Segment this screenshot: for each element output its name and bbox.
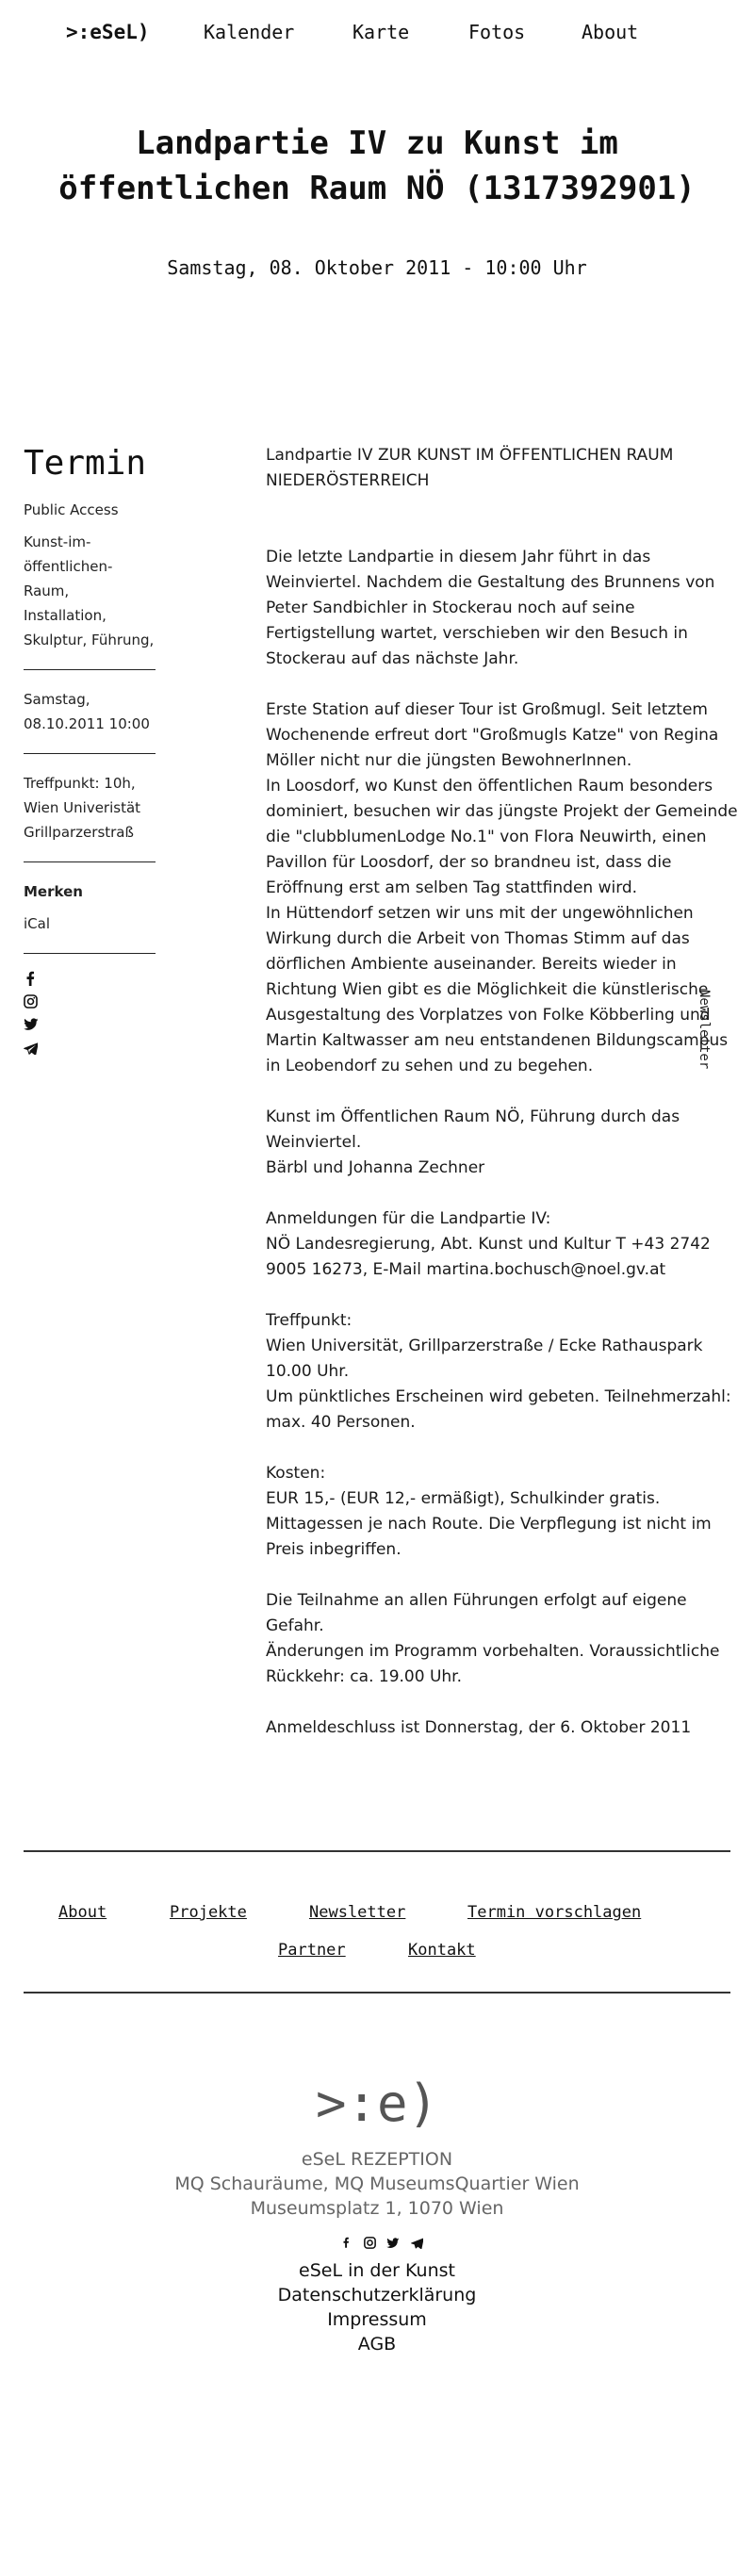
tag-line[interactable]: Kunst-im- — [24, 533, 91, 550]
date-line: Samstag, — [24, 691, 90, 708]
nav-kalender[interactable]: Kalender — [204, 21, 295, 43]
facebook-icon[interactable] — [336, 2236, 355, 2253]
access-label: Public Access — [24, 501, 119, 518]
text-line: Mittagessen je nach Route. Die Verpflegung ist nicht im — [266, 1515, 712, 1534]
text-line: Bärbl und Johanna Zechner — [266, 1158, 485, 1177]
location-line: Treffpunkt: 10h, — [24, 775, 136, 792]
text-line: EUR 15,- (EUR 12,- ermäßigt), Schulkinder gratis. — [266, 1489, 661, 1508]
footer-link-kontakt[interactable]: Kontakt — [408, 1941, 476, 1960]
blank-line — [266, 519, 728, 545]
footer-address-1: MQ Schauräume, MQ MuseumsQuartier Wien — [174, 2174, 580, 2194]
footer-link-termin-vorschlagen[interactable]: Termin vorschlagen — [467, 1903, 642, 1922]
footer-address-2: Museumsplatz 1, 1070 Wien — [250, 2198, 504, 2219]
text-line: Ausgestaltung des Vorplatzes von Folke Köbberling und — [266, 1006, 711, 1025]
tag-line[interactable]: Skulptur, Führung, — [24, 632, 155, 648]
text-line: Erste Station auf dieser Tour ist Großmugl. Seit letztem — [266, 700, 708, 719]
tag-line[interactable]: Raum, Installation, — [24, 582, 107, 624]
tag-line[interactable]: öffentlichen- — [24, 558, 113, 575]
text-line: Wien Universität, Grillparzerstraße / Ecke Rathauspark — [266, 1337, 703, 1355]
footer-link-partner[interactable]: Partner — [278, 1941, 346, 1960]
divider — [24, 753, 156, 754]
nav-karte[interactable]: Karte — [352, 21, 410, 43]
footer-link-projekte[interactable]: Projekte — [170, 1903, 247, 1922]
date-line: 08.10.2011 10:00 — [24, 715, 150, 732]
text-line: dominiert, besuchen wir das jüngste Projekt der Gemeinde — [266, 802, 738, 821]
blank-line — [266, 1181, 728, 1206]
facebook-icon[interactable] — [24, 971, 41, 988]
text-line: Um pünktliches Erscheinen wird gebeten. Teilnehmerzahl: — [266, 1387, 731, 1406]
instagram-icon[interactable] — [24, 994, 41, 1011]
footer-link-impressum[interactable]: Impressum — [327, 2309, 427, 2330]
footer-logo[interactable]: >:e) — [315, 2074, 439, 2133]
title-line-1: Landpartie IV zu Kunst im — [136, 124, 618, 162]
text-line: dörflichen Ambiente auseinander. Bereits wieder in — [266, 955, 677, 974]
text-line: Wochenende erfreut dort "Großmugls Katze" von Regina — [266, 726, 719, 745]
text-line: Pavillon für Loosdorf, der so brandneu ist, dass die — [266, 853, 672, 872]
text-line: Richtung Wien gibt es die Möglichkeit die künstlerische — [266, 980, 709, 999]
tags — [24, 530, 156, 652]
text-line: Gefahr. — [266, 1616, 324, 1635]
text-line: Änderungen im Programm vorbehalten. Voraussichtliche — [266, 1642, 720, 1661]
footer-link-newsletter[interactable]: Newsletter — [309, 1903, 406, 1922]
blank-line — [266, 1283, 728, 1308]
text-line: Peter Sandbichler in Stockerau noch auf seine — [266, 599, 635, 617]
text-line: 10.00 Uhr. — [266, 1362, 350, 1381]
text-line: Anmeldeschluss ist Donnerstag, der 6. Oktober 2011 — [266, 1718, 692, 1737]
footer-divider-top — [24, 1850, 730, 1852]
text-line: Die Teilnahme an allen Führungen erfolgt auf eigene — [266, 1591, 687, 1610]
text-line: max. 40 Personen. — [266, 1413, 416, 1432]
text-line: in Leobendorf zu sehen und zu begehen. — [266, 1057, 594, 1075]
twitter-icon[interactable] — [24, 1018, 41, 1035]
sidebar-heading: Termin — [24, 444, 147, 483]
text-line: NÖ Landesregierung, Abt. Kunst und Kultur T +43 2742 — [266, 1235, 711, 1254]
divider — [24, 861, 156, 862]
text-line: Weinviertel. — [266, 1133, 362, 1152]
text-line: Treffpunkt: — [266, 1311, 352, 1330]
text-line: Anmeldungen für die Landpartie IV: — [266, 1209, 551, 1228]
blank-line — [266, 1563, 728, 1588]
merken-label: Merken — [24, 883, 83, 900]
text-line: 9005 16273, E-Mail martina.bochusch@noel.gv.at — [266, 1260, 666, 1279]
footer-org-name: eSeL REZEPTION — [301, 2149, 453, 2170]
divider — [24, 953, 156, 954]
text-line: In Hüttendorf setzen wir uns mit der ungewöhnlichen — [266, 904, 694, 923]
text-line: Möller nicht nur die jüngsten BewohnerInnen. — [266, 751, 632, 770]
text-line: Landpartie IV ZUR KUNST IM ÖFFENTLICHEN RAUM — [266, 446, 674, 465]
newsletter-tab[interactable]: Newsletter — [697, 990, 712, 1070]
ical-link[interactable]: iCal — [24, 915, 51, 932]
footer-link-esel-in-der-kunst[interactable]: eSeL in der Kunst — [299, 2260, 455, 2281]
text-line: die "clubblumenLodge No.1" von Flora Neuwirth, einen — [266, 828, 707, 846]
nav-fotos[interactable]: Fotos — [468, 21, 526, 43]
twitter-icon[interactable] — [384, 2238, 402, 2253]
text-line: In Loosdorf, wo Kunst den öffentlichen Raum besonders — [266, 777, 713, 796]
event-sidebar — [24, 443, 156, 1065]
nav-about[interactable]: About — [582, 21, 639, 43]
blank-line — [266, 1436, 728, 1461]
blank-line — [266, 1690, 728, 1715]
event-datetime: Samstag, 08. Oktober 2011 - 10:00 Uhr — [167, 256, 587, 279]
location-line: Wien Univeristät — [24, 799, 141, 816]
blank-line — [266, 494, 728, 519]
event-description — [266, 443, 738, 1741]
text-line: Eröffnung erst am selben Tag stattfinden wird. — [266, 878, 638, 897]
text-line: Rückkehr: ca. 19.00 Uhr. — [266, 1667, 463, 1686]
footer-link-about[interactable]: About — [58, 1903, 107, 1922]
blank-line — [266, 672, 728, 697]
footer-link-datenschutz[interactable]: Datenschutzerklärung — [277, 2285, 477, 2305]
site-logo[interactable]: >:eSeL) — [66, 21, 150, 43]
text-line: NIEDERÖSTERREICH — [266, 471, 430, 490]
text-line: Die letzte Landpartie in diesem Jahr führt in das — [266, 548, 651, 566]
text-line: Wirkung durch die Arbeit von Thomas Stimm auf das — [266, 929, 690, 948]
footer-link-agb[interactable]: AGB — [357, 2334, 397, 2354]
page-title — [38, 121, 716, 211]
text-line: Preis inbegriffen. — [266, 1540, 402, 1559]
divider — [24, 669, 156, 670]
blank-line — [266, 1079, 728, 1105]
telegram-icon[interactable] — [24, 1042, 41, 1058]
instagram-icon[interactable] — [360, 2237, 379, 2253]
footer-divider-bottom — [24, 1992, 730, 1994]
footer-social-icons — [336, 2235, 431, 2252]
text-line: Martin Kaltwasser am neu entstandenen Bildungscampus — [266, 1031, 729, 1050]
location-line: Grillparzerstraß — [24, 824, 134, 841]
event-location — [24, 771, 156, 845]
text-line: Kosten: — [266, 1464, 326, 1483]
top-navigation — [0, 0, 754, 68]
text-line: Kunst im Öffentlichen Raum NÖ, Führung durch das — [266, 1108, 680, 1126]
title-line-2: öffentlichen Raum NÖ (1317392901) — [58, 170, 696, 207]
telegram-icon[interactable] — [407, 2238, 426, 2253]
text-line: Stockerau auf das nächste Jahr. — [266, 649, 519, 668]
event-date — [24, 687, 156, 736]
text-line: Weinviertel. Nachdem die Gestaltung des Brunnens von — [266, 573, 715, 592]
text-line: Fertigstellung wartet, verschieben wir den Besuch in — [266, 624, 688, 643]
